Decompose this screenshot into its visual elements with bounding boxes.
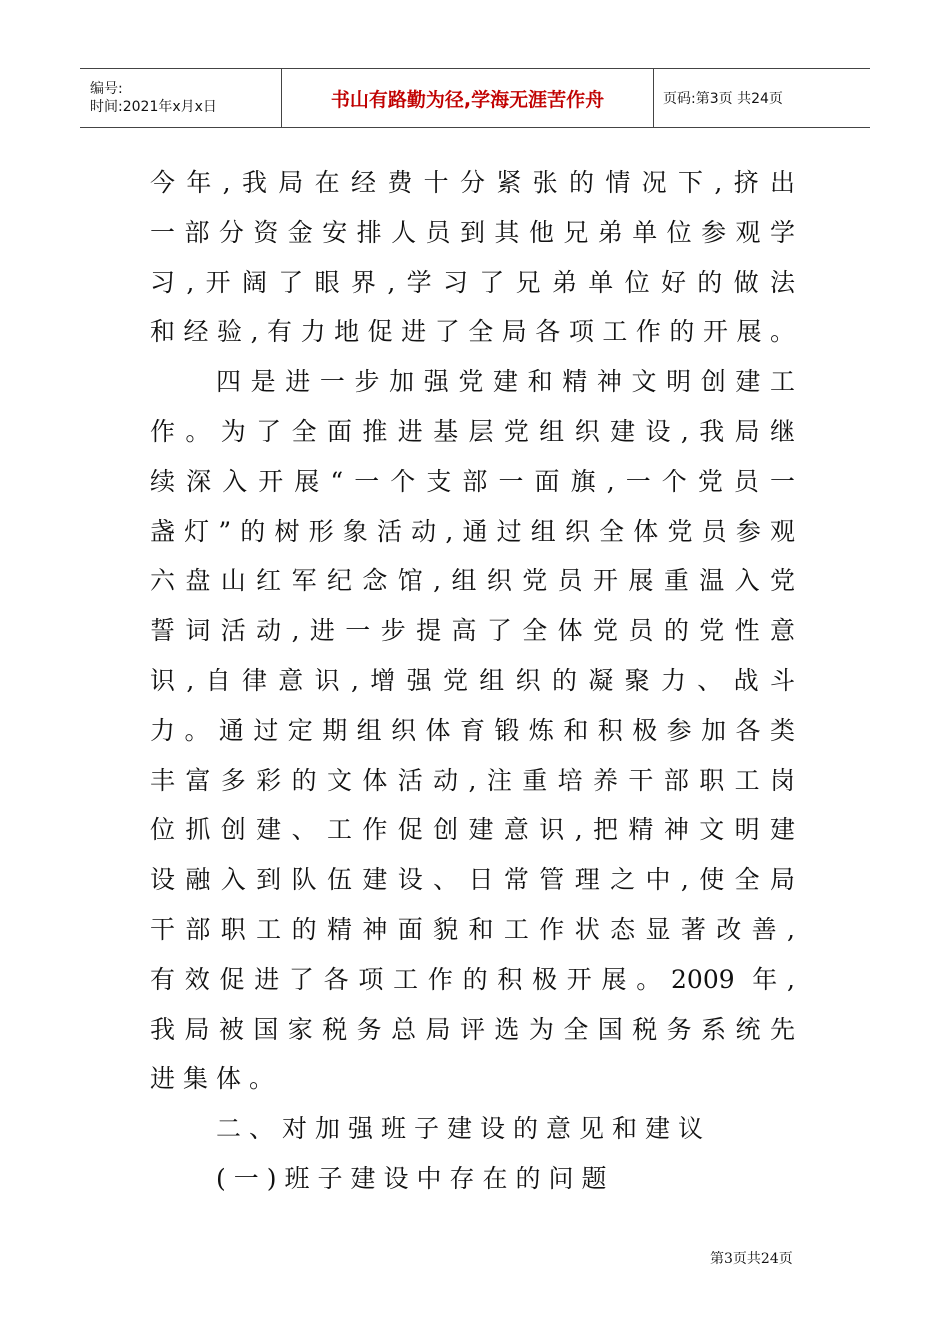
document-body	[150, 158, 795, 1204]
body-line: 盏灯”的树形象活动,通过组织全体党员参观	[150, 516, 795, 546]
body-line: 力。通过定期组织体育锻炼和积极参加各类	[150, 715, 795, 745]
subsection-heading: (一)班子建设中存在的问题	[216, 1163, 615, 1193]
body-line: 有效促进了各项工作的积极开展。2009 年,	[150, 964, 795, 994]
body-line: 设融入到队伍建设、日常管理之中,使全局	[150, 865, 795, 895]
header-motto: 书山有路勤为径,学海无涯苦作舟	[282, 69, 654, 127]
document-number-label: 编号:	[90, 81, 123, 97]
page-footer-indicator: 第3页共24页	[710, 1251, 793, 1267]
body-line: 干部职工的精神面貌和工作状态显著改善,	[150, 914, 795, 944]
body-line: 识,自律意识,增强党组织的凝聚力、战斗	[150, 665, 795, 695]
body-line: 进集体。	[150, 1064, 283, 1094]
document-time-label: 时间:2021年x月x日	[90, 99, 217, 115]
body-line: 今年,我局在经费十分紧张的情况下,挤出	[150, 168, 795, 197]
header-meta	[80, 69, 282, 127]
body-line: 誓词活动,进一步提高了全体党员的党性意	[150, 616, 795, 646]
body-line: 续深入开展“一个支部一面旗,一个党员一	[150, 466, 795, 496]
body-line: 丰富多彩的文体活动,注重培养干部职工岗	[150, 765, 795, 795]
body-line: 作。为了全面推进基层党组织建设,我局继	[150, 416, 795, 446]
body-line: 和经验,有力地促进了全局各项工作的开展。	[150, 317, 795, 347]
body-line: 我局被国家税务总局评选为全国税务系统先	[150, 1014, 795, 1044]
page-header	[80, 68, 870, 128]
body-line: 习,开阔了眼界,学习了兄弟单位好的做法	[150, 267, 795, 297]
section-heading: 二、对加强班子建设的意见和建议	[216, 1114, 712, 1144]
body-line: 位抓创建、工作促创建意识,把精神文明建	[150, 815, 795, 845]
body-line: 四是进一步加强党建和精神文明创建工	[216, 367, 795, 397]
body-line: 六盘山红军纪念馆,组织党员开展重温入党	[150, 566, 795, 596]
body-line: 一部分资金安排人员到其他兄弟单位参观学	[150, 217, 795, 247]
header-page-code: 页码:第3页 共24页	[663, 91, 783, 107]
